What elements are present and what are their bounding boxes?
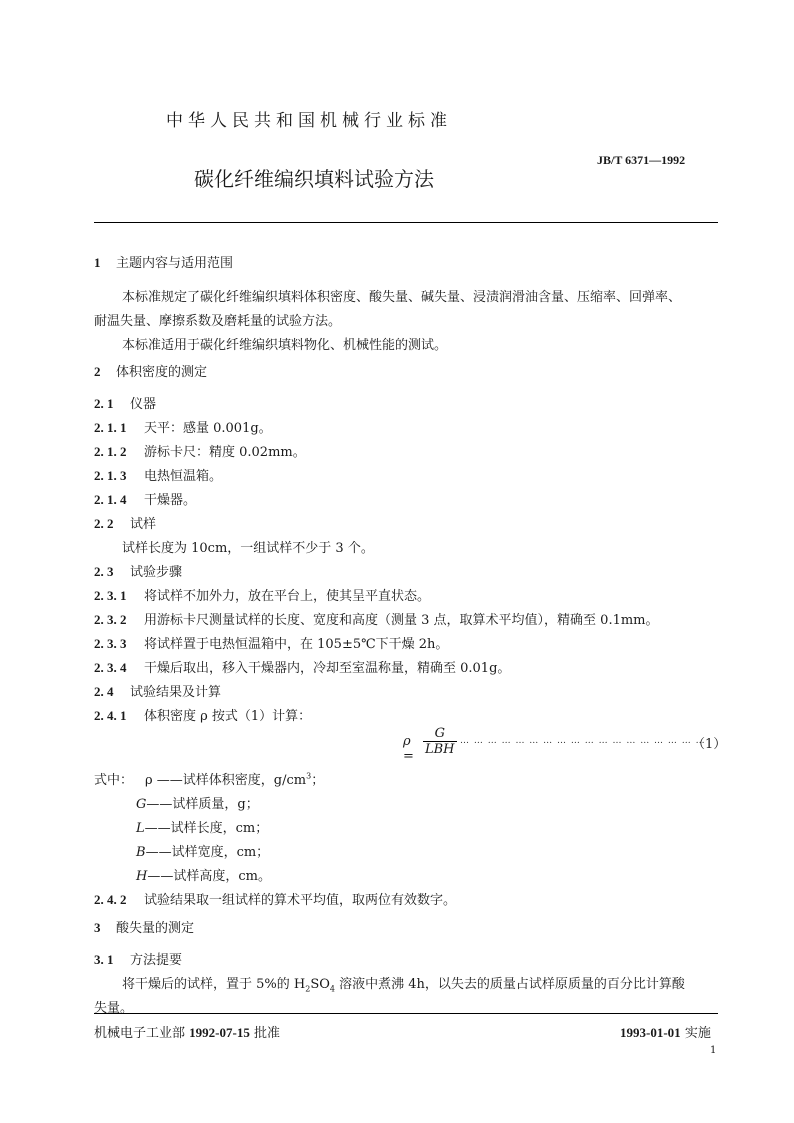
section-2-heading: 2 体积密度的测定 xyxy=(94,364,208,380)
formula-number: （1） xyxy=(692,737,727,752)
paragraph: 将干燥后的试样，置于 5%的 $H_2SO_4$ 溶液中煮沸 4h，以失去的质量占试样原质量的百分比计算酸 xyxy=(122,977,685,994)
paragraph: 耐温失量、摩擦系数及磨耗量的试验方法。 xyxy=(94,314,342,329)
formula-fraction xyxy=(423,726,457,757)
formula-denominator: LBH xyxy=(425,742,455,757)
where-L: L——试样长度，cm； xyxy=(136,821,269,836)
clause: 2. 4. 2 试验结果取一组试样的算术平均值，取两位有效数字。 xyxy=(94,892,457,908)
clause-heading: 2. 1 仪器 xyxy=(94,396,157,412)
clause: 2. 3. 2 用游标卡尺测量试样的长度、宽度和高度（测量 3 点，取算术平均值），精确至 0.1mm。 xyxy=(94,612,659,628)
paragraph: 试样长度为 10cm，一组试样不少于 3 个。 xyxy=(122,541,374,556)
page-number: 1 xyxy=(710,1045,717,1056)
clause: 2. 3. 3 将试样置于电热恒温箱中，在 105±5℃下干燥 2h。 xyxy=(94,636,449,652)
formula-numerator: G xyxy=(423,726,457,742)
clause-heading: 2. 2 试样 xyxy=(94,516,157,532)
standard-code: JB/T 6371—1992 xyxy=(597,153,686,167)
footer-approval: 机械电子工业部 1992-07-15 批准 xyxy=(94,1025,280,1041)
where-G: G——试样质量，g； xyxy=(136,797,259,812)
section-3-heading: 3 酸失量的测定 xyxy=(94,920,195,936)
standard-series-title: 中华人民共和国机械行业标准 xyxy=(166,111,452,131)
paragraph: 失量。 xyxy=(94,1001,134,1016)
footer-effective: 1993-01-01 实施 xyxy=(620,1025,711,1041)
clause-heading: 3. 1 方法提要 xyxy=(94,952,183,968)
formula-leader-dots: … … … … … … … … … … … … … … … … … … xyxy=(460,736,706,746)
clause: 2. 3. 4 干燥后取出，移入干燥器内，冷却至室温称量，精确至 0.01g。 xyxy=(94,660,511,676)
clause-heading: 2. 3 试验步骤 xyxy=(94,564,183,580)
formula-lhs: ρ = xyxy=(403,734,414,764)
section-1-heading: 1 主题内容与适用范围 xyxy=(94,255,234,271)
paragraph: 本标准规定了碳化纤维编织填料体积密度、酸失量、碱失量、浸渍润滑油含量、压缩率、回弹率、 xyxy=(122,290,682,305)
clause: 2. 3. 1 将试样不加外力，放在平台上，使其呈平直状态。 xyxy=(94,588,431,604)
where-H: H——试样高度，cm。 xyxy=(136,869,271,884)
footer-rule xyxy=(94,1013,718,1014)
where-rho: 式中： ρ ——试样体积密度，$g/cm^3$； xyxy=(94,771,325,788)
clause: 2. 4. 1 体积密度 ρ 按式（1）计算： xyxy=(94,708,312,724)
clause: 2. 1. 2 游标卡尺：精度 0.02mm。 xyxy=(94,444,306,460)
clause: 2. 1. 1 天平：感量 0.001g。 xyxy=(94,420,272,436)
paragraph: 本标准适用于碳化纤维编织填料物化、机械性能的测试。 xyxy=(122,338,448,353)
header-rule xyxy=(94,222,718,223)
clause-heading: 2. 4 试验结果及计算 xyxy=(94,684,222,700)
clause: 2. 1. 3 电热恒温箱。 xyxy=(94,468,223,484)
document-title: 碳化纤维编织填料试验方法 xyxy=(194,167,434,191)
clause: 2. 1. 4 干燥器。 xyxy=(94,492,197,508)
where-B: B——试样宽度，cm； xyxy=(136,845,270,860)
